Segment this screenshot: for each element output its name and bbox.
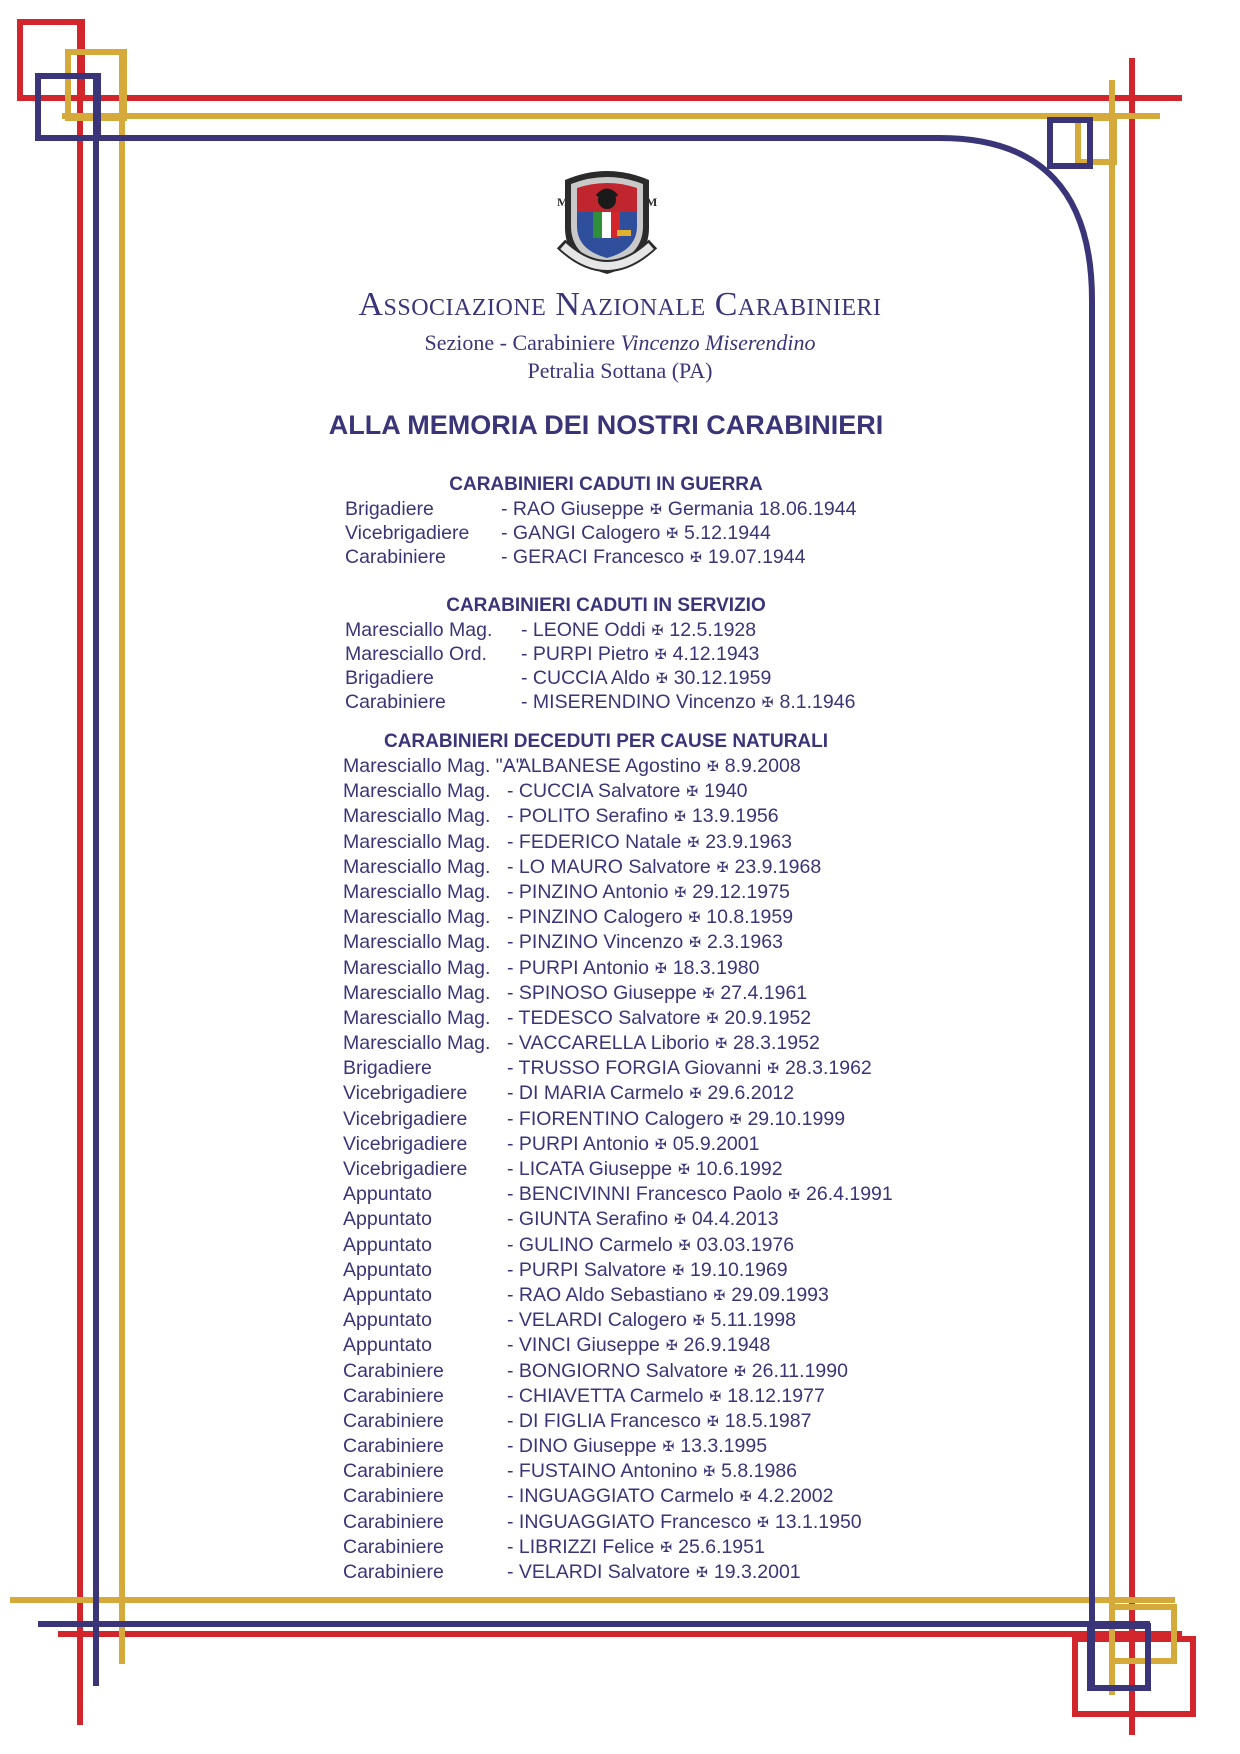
date-note: 2.3.1963 — [707, 931, 783, 954]
person-name: - VELARDI Calogero — [507, 1309, 687, 1332]
person-name: - FUSTAINO Antonino — [507, 1460, 698, 1483]
person-name: - GIUNTA Serafino — [507, 1208, 669, 1231]
rank-label: Carabiniere — [345, 691, 446, 713]
cross-icon: ✠ — [739, 1488, 752, 1505]
rank-label: Vicebrigadiere — [343, 1082, 468, 1105]
cross-icon: ✠ — [706, 1412, 719, 1429]
date-note: 29.09.1993 — [731, 1283, 829, 1306]
date-note: 28.3.1962 — [785, 1057, 872, 1080]
rank-label: Appuntato — [343, 1183, 432, 1206]
person-name: - RAO Aldo Sebastiano — [507, 1283, 708, 1306]
rank-label: Maresciallo Mag. — [343, 855, 491, 878]
rank-label: Maresciallo Ord. — [345, 643, 487, 665]
entry-detail — [507, 1460, 797, 1483]
person-name: - PURPI Pietro — [521, 643, 649, 665]
entry-detail — [507, 957, 759, 980]
person-name: - FIORENTINO Calogero — [507, 1107, 724, 1130]
rank-label: Brigadiere — [345, 498, 434, 520]
entry-detail — [507, 1158, 783, 1181]
date-note: 13.9.1956 — [691, 805, 779, 828]
date-note: 19.10.1969 — [690, 1258, 788, 1281]
date-note: 5.12.1944 — [684, 522, 771, 544]
cross-icon: ✠ — [672, 1261, 685, 1278]
cross-icon: ✠ — [690, 549, 702, 565]
rank-label: Carabiniere — [343, 1535, 444, 1558]
entry-detail — [507, 1259, 788, 1282]
rank-label: Brigadiere — [345, 667, 434, 689]
cross-icon: ✠ — [674, 1211, 686, 1228]
subtitle-name: Vincenzo Miserendino — [620, 330, 816, 355]
rank-label: Vicebrigadiere — [345, 522, 470, 544]
date-note: Germania 18.06.1944 — [667, 498, 857, 520]
date-note: 13.1.1950 — [774, 1510, 862, 1533]
date-note: 19.3.2001 — [713, 1561, 801, 1583]
rank-label: Brigadiere — [343, 1057, 432, 1080]
person-name: - DINO Giuseppe — [507, 1435, 657, 1458]
entry-detail — [501, 546, 805, 569]
entry-detail — [507, 1208, 779, 1231]
cross-icon: ✠ — [709, 1387, 722, 1404]
rank-label: Vicebrigadiere — [343, 1132, 468, 1155]
cross-icon: ✠ — [665, 1337, 678, 1354]
person-name: - INGUAGGIATO Francesco — [507, 1510, 752, 1533]
date-note: 26.9.1948 — [683, 1334, 771, 1357]
rank-label: Carabiniere — [345, 546, 446, 568]
cross-icon: ✠ — [761, 694, 774, 710]
person-name: - LEONE Oddi — [521, 619, 646, 641]
date-note: 5.11.1998 — [710, 1309, 796, 1332]
cross-icon: ✠ — [655, 670, 668, 686]
rank-label: Carabiniere — [343, 1435, 444, 1458]
cross-icon: ✠ — [674, 808, 686, 825]
place-line: Petralia Sottana (PA) — [527, 358, 713, 383]
cross-icon: ✠ — [662, 1438, 675, 1455]
cross-icon: ✠ — [689, 934, 702, 951]
person-name: - LICATA Giuseppe — [507, 1158, 673, 1180]
entry-detail — [507, 755, 801, 778]
entry-detail — [501, 522, 771, 545]
section-subtitle — [0, 330, 1240, 356]
date-note: 30.12.1959 — [673, 667, 772, 689]
person-name: - CHIAVETTA Carmelo — [507, 1384, 704, 1407]
rank-label: Carabiniere — [343, 1510, 444, 1533]
entry-detail — [507, 1410, 811, 1433]
date-note: 26.4.1991 — [806, 1183, 893, 1206]
cross-icon: ✠ — [660, 1538, 673, 1555]
date-note: 04.4.2013 — [691, 1208, 779, 1231]
rank-label: Appuntato — [343, 1208, 432, 1231]
date-note: 1940 — [704, 780, 748, 803]
rank-label: Appuntato — [343, 1233, 432, 1256]
entry-detail — [507, 780, 748, 803]
rank-label: Maresciallo Mag. — [343, 1032, 491, 1055]
entry-detail — [521, 643, 759, 666]
rank-label: Appuntato — [343, 1334, 432, 1357]
entry-detail — [501, 498, 856, 521]
person-name: - LO MAURO Salvatore — [507, 855, 711, 878]
section-title-service: CARABINIERI CADUTI IN SERVIZIO — [446, 595, 766, 616]
entry-detail — [521, 619, 756, 642]
page-title: ALLA MEMORIA DEI NOSTRI CARABINIERI — [328, 410, 884, 440]
date-note: 4.12.1943 — [672, 643, 760, 665]
date-note: 25.6.1951 — [678, 1535, 765, 1558]
cross-icon: ✠ — [788, 1186, 800, 1203]
rank-label: Maresciallo Mag. "A" — [343, 755, 523, 777]
entry-detail — [507, 1536, 765, 1559]
person-name: - PURPI Antonio — [507, 1132, 649, 1155]
date-note: 12.5.1928 — [669, 619, 757, 641]
cross-icon: ✠ — [692, 1312, 705, 1329]
svg-text:M: M — [557, 195, 569, 209]
date-note: 10.6.1992 — [695, 1158, 783, 1180]
association-crest-icon — [553, 166, 661, 276]
entry-detail — [507, 1183, 893, 1206]
cross-icon: ✠ — [757, 1513, 769, 1530]
person-name: - DI FIGLIA Francesco — [507, 1409, 701, 1432]
rank-label: Maresciallo Mag. — [343, 956, 491, 979]
cross-icon: ✠ — [678, 1236, 691, 1253]
entry-detail — [507, 1511, 862, 1534]
person-name: - BONGIORNO Salvatore — [507, 1359, 729, 1382]
rank-label: Carabiniere — [343, 1384, 444, 1407]
date-note: 29.10.1999 — [747, 1107, 846, 1130]
date-note: 8.9.2008 — [724, 755, 801, 777]
section-title-war: CARABINIERI CADUTI IN GUERRA — [449, 474, 763, 495]
rank-label: Maresciallo Mag. — [343, 830, 491, 853]
date-note: 05.9.2001 — [672, 1132, 760, 1155]
cross-icon: ✠ — [678, 1161, 690, 1177]
cross-icon: ✠ — [713, 1286, 726, 1303]
person-name: - GERACI Francesco — [501, 546, 685, 568]
person-name: - PURPI Antonio — [507, 956, 649, 979]
cross-icon: ✠ — [703, 1463, 716, 1480]
cross-icon: ✠ — [716, 858, 729, 875]
entry-detail — [507, 1485, 833, 1508]
rank-label: Appuntato — [343, 1283, 432, 1306]
person-name: - LIBRIZZI Felice — [507, 1535, 655, 1558]
person-name: - DI MARIA Carmelo — [507, 1082, 684, 1105]
person-name: - TEDESCO Salvatore — [507, 1006, 701, 1029]
entry-detail — [507, 1309, 796, 1332]
person-name: - POLITO Serafino — [507, 805, 669, 828]
date-note: 19.07.1944 — [707, 546, 806, 568]
cross-icon: ✠ — [689, 1085, 702, 1102]
entry-detail — [507, 906, 793, 929]
entry-detail — [507, 931, 783, 954]
organization-name: Associazione Nazionale Carabinieri — [358, 286, 882, 323]
entry-detail — [507, 856, 821, 879]
date-note: 5.8.1986 — [721, 1460, 798, 1483]
date-note: 4.2.2002 — [757, 1485, 834, 1508]
entry-detail — [507, 1360, 848, 1383]
person-name: - GANGI Calogero — [501, 522, 661, 544]
date-note: 29.6.2012 — [707, 1082, 795, 1105]
subtitle-prefix: Sezione - Carabiniere — [424, 330, 616, 355]
rank-label: Appuntato — [343, 1258, 432, 1281]
date-note: 28.3.1952 — [733, 1032, 820, 1055]
date-note: 18.3.1980 — [672, 956, 760, 979]
entry-detail — [507, 1234, 794, 1257]
entry-detail — [507, 881, 790, 904]
person-name: - GULINO Carmelo — [507, 1233, 673, 1256]
cross-icon: ✠ — [650, 501, 662, 517]
person-name: - FEDERICO Natale — [507, 830, 682, 853]
cross-icon: ✠ — [654, 646, 667, 662]
rank-label: Carabiniere — [343, 1485, 444, 1508]
person-name: - TRUSSO FORGIA Giovanni — [507, 1057, 762, 1080]
date-note: 29.12.1975 — [692, 880, 790, 903]
rank-label: Vicebrigadiere — [343, 1107, 468, 1130]
person-name: - PINZINO Vincenzo — [507, 931, 684, 954]
rank-label: Maresciallo Mag. — [343, 805, 491, 828]
rank-label: Maresciallo Mag. — [345, 619, 493, 641]
rank-label: Carabiniere — [343, 1460, 444, 1483]
date-note: 27.4.1961 — [720, 981, 808, 1004]
person-name: - MISERENDINO Vincenzo — [521, 691, 756, 713]
person-name: - VACCARELLA Liborio — [507, 1032, 710, 1055]
cross-icon: ✠ — [696, 1564, 708, 1580]
rank-label: Maresciallo Mag. — [343, 981, 491, 1004]
rank-label: Appuntato — [343, 1309, 432, 1332]
rank-label: Maresciallo Mag. — [343, 780, 491, 803]
entry-detail — [507, 831, 792, 854]
date-note: 13.3.1995 — [680, 1435, 768, 1458]
cross-icon: ✠ — [767, 1060, 780, 1077]
entry-detail — [507, 1057, 872, 1080]
cross-icon: ✠ — [651, 622, 664, 638]
date-note: 20.9.1952 — [724, 1006, 812, 1029]
cross-icon: ✠ — [729, 1110, 742, 1127]
person-name: - BENCIVINNI Francesco Paolo — [507, 1183, 783, 1206]
date-note: 23.9.1968 — [734, 855, 822, 878]
cross-icon: ✠ — [687, 833, 700, 850]
rank-label: Maresciallo Mag. — [343, 880, 491, 903]
entry-detail — [507, 1007, 811, 1030]
person-name: - PINZINO Calogero — [507, 906, 683, 929]
entry-detail — [507, 982, 807, 1005]
person-name: - SPINOSO Giuseppe — [507, 981, 697, 1004]
person-name: - VELARDI Salvatore — [507, 1561, 691, 1583]
entry-detail — [507, 1082, 794, 1105]
person-name: - PINZINO Antonio — [507, 880, 669, 903]
entry-detail — [507, 1334, 770, 1357]
date-note: 03.03.1976 — [696, 1233, 795, 1256]
rank-label: Carabiniere — [343, 1561, 444, 1583]
date-note: 18.5.1987 — [724, 1409, 812, 1432]
rank-label: Maresciallo Mag. — [343, 931, 491, 954]
date-note: 8.1.1946 — [779, 691, 856, 713]
entry-detail — [507, 1561, 801, 1584]
person-name: - ALBANESE Agostino — [507, 755, 702, 777]
cross-icon: ✠ — [666, 525, 679, 541]
cross-icon: ✠ — [707, 758, 719, 774]
rank-label: Carabiniere — [343, 1359, 444, 1382]
person-name: - PURPI Salvatore — [507, 1258, 667, 1281]
cross-icon: ✠ — [674, 883, 687, 900]
entry-detail — [507, 1284, 829, 1307]
entry-detail — [521, 667, 771, 690]
date-note: 26.11.1990 — [751, 1359, 848, 1382]
entry-detail — [507, 1133, 759, 1156]
entry-detail — [507, 1385, 825, 1408]
cross-icon: ✠ — [702, 984, 715, 1001]
person-name: - CUCCIA Aldo — [521, 667, 650, 689]
cross-icon: ✠ — [734, 1362, 746, 1379]
entry-detail — [507, 805, 779, 828]
rank-label: Carabiniere — [343, 1409, 444, 1432]
cross-icon: ✠ — [686, 783, 699, 800]
entry-detail — [507, 1435, 767, 1458]
entry-detail — [521, 691, 855, 714]
svg-text:M: M — [646, 195, 658, 209]
person-name: - VINCI Giuseppe — [507, 1334, 660, 1357]
cross-icon: ✠ — [654, 1135, 667, 1152]
cross-icon: ✠ — [654, 959, 667, 976]
date-note: 23.9.1963 — [705, 830, 792, 853]
rank-label: Maresciallo Mag. — [343, 1006, 491, 1029]
person-name: - INGUAGGIATO Carmelo — [507, 1485, 734, 1508]
entry-detail — [507, 1032, 820, 1055]
person-name: - CUCCIA Salvatore — [507, 780, 681, 803]
rank-label: Maresciallo Mag. — [343, 906, 491, 929]
rank-label: Vicebrigadiere — [343, 1158, 468, 1180]
entry-detail — [507, 1108, 845, 1131]
date-note: 18.12.1977 — [727, 1384, 825, 1407]
section-title-natural: CARABINIERI DECEDUTI PER CAUSE NATURALI — [383, 731, 829, 752]
cross-icon: ✠ — [715, 1035, 728, 1052]
cross-icon: ✠ — [706, 1009, 719, 1026]
person-name: - RAO Giuseppe — [501, 498, 645, 520]
cross-icon: ✠ — [688, 909, 701, 926]
date-note: 10.8.1959 — [706, 906, 794, 929]
